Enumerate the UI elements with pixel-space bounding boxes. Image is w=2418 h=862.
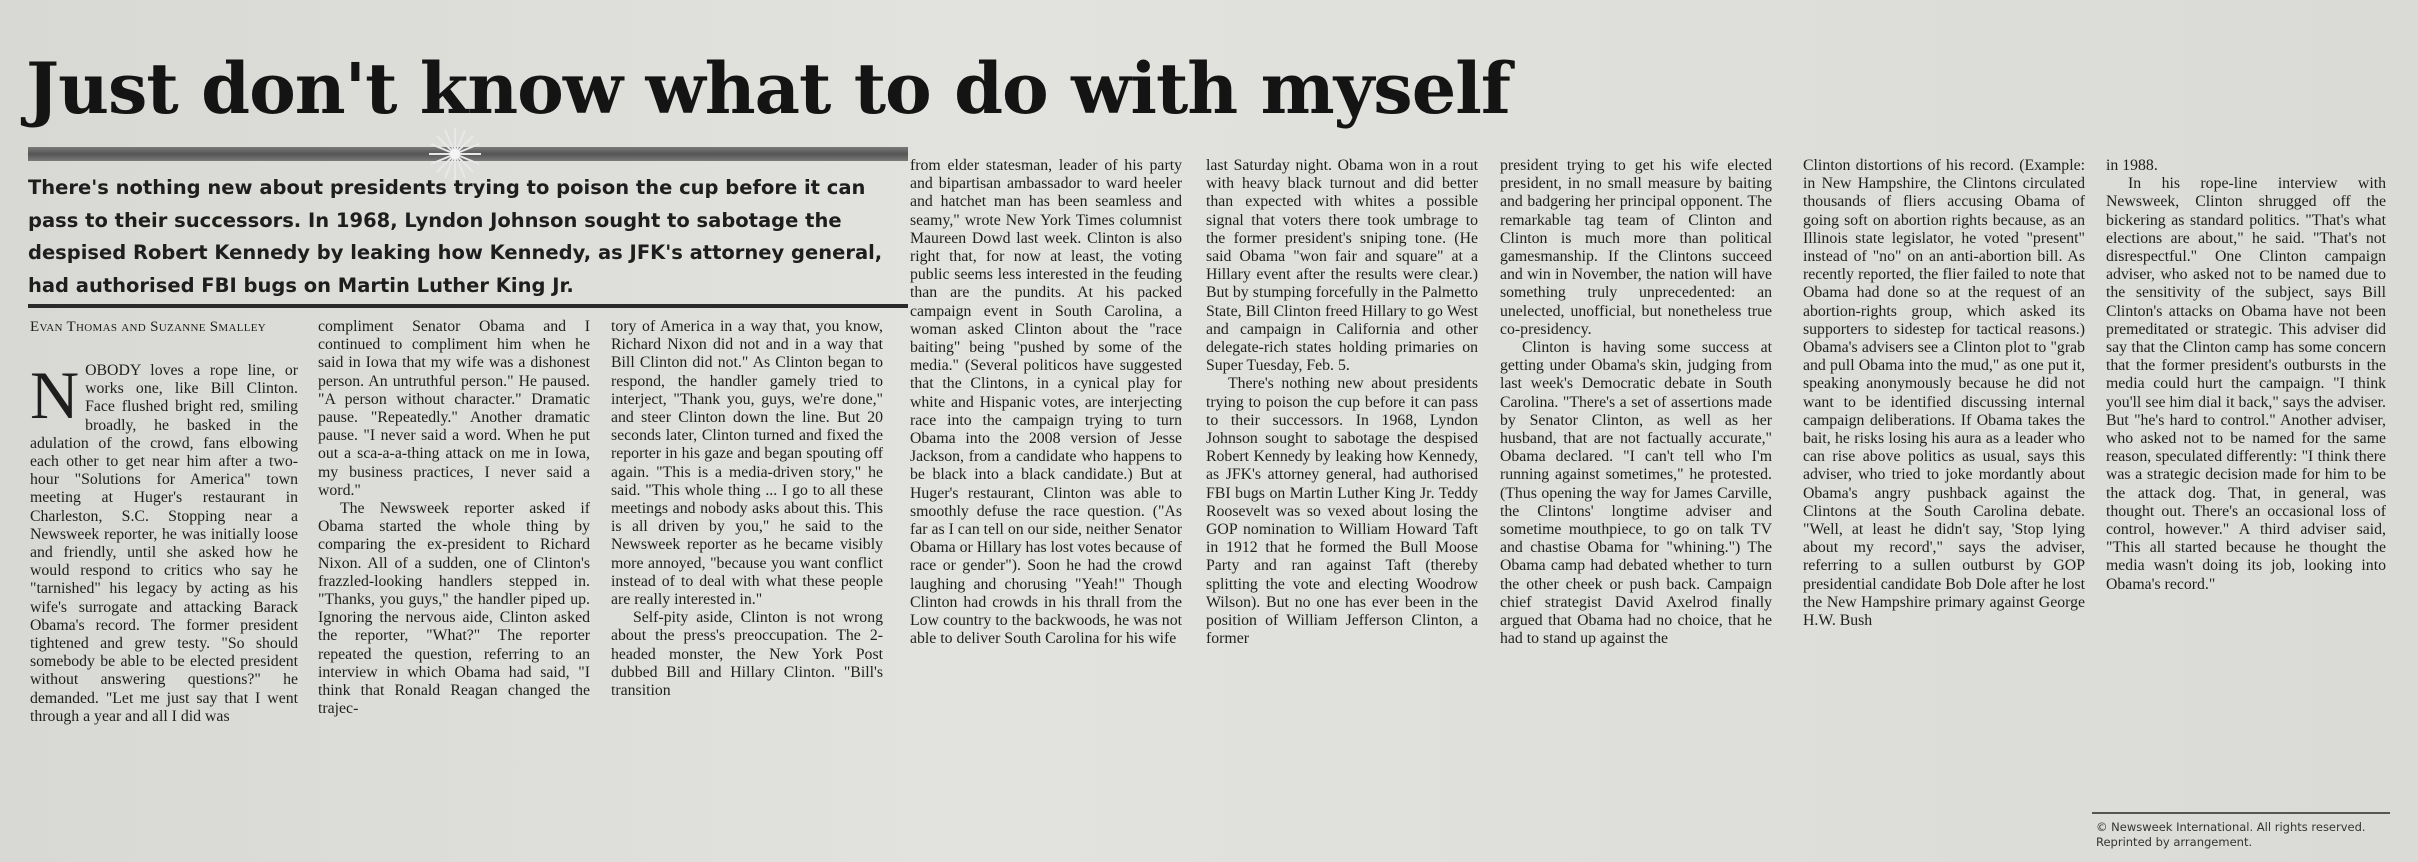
paragraph: compliment Senator Obama and I continued to compliment him when he said in Iowa that my wife was a dishonest person. An untruthful person." He paused. "A person without character." Dramatic pause. "Repeatedly." Another dramatic pause. "I never said a word. When he put out a sca-a-a-thing attack on me in Iowa, my business practices, I never said a word." <box>318 318 590 499</box>
copyright-notice: © Newsweek International. All rights reserved. Reprinted by arrangement. <box>2096 820 2366 849</box>
headline: Just don't know what to do with myself <box>26 47 1510 130</box>
paragraph: Self-pity aside, Clinton is not wrong about the press's preoccupation. The 2-headed monster, the New York Post dubbed Bill and Hillary Clinton. "Bill's transition <box>611 609 883 700</box>
paragraph: tory of America in a way that, you know, Richard Nixon did not and in a way that Bill Clinton did not." As Clinton began to respond, the handler gamely tried to interject, "Thank you, guys, we're done," and steer Clinton down the line. But 20 seconds later, Clinton turned and fixed the reporter in his gaze and began spouting off again. "This is a media-driven story," he said. "This whole thing ... I go to all these meetings and nobody asks about this. This is all driven by you," he said to the Newsweek reporter as he became visibly more annoyed, "because you want conflict instead of to deal with what these people are really interested in." <box>611 318 883 609</box>
text-column-5 <box>1206 157 1478 648</box>
drop-cap: N <box>30 357 80 433</box>
text-column-1 <box>30 357 298 726</box>
paragraph: in 1988. <box>2106 157 2158 174</box>
paragraph: In his rope-line interview with Newsweek, Clinton shrugged off the bickering as standard politics. "That's what elections are about," he said. "That's not disrespectful." One Clinton campaign adviser, who asked not to be named due to the sensitivity of the subject, says Bill Clinton's attacks on Obama have not been premeditated or strategic. This adviser did say that the Clinton camp has some concern that the former president's outbursts in the media could hurt the campaign. "I think you'll see him dial it back," says the adviser. But "he's hard to control." Another adviser, who asked not to be named for the same reason, speculated differently: "I think there was a strategic decision made for him to be the attack dog. That, in general, was thought out. There's an occasional loss of control, however." A third adviser said, "This all started because he thought the media wasn't doing its job, looking into Obama's record." <box>2106 175 2386 593</box>
paragraph: There's nothing new about presidents trying to poison the cup before it can pass to their successors. In 1968, Lyndon Johnson sought to sabotage the despised Robert Kennedy by leaking how Kennedy, as JFK's attorney general, had authorised FBI bugs on Martin Luther King Jr. Teddy Roosevelt was so vexed about losing the GOP nomination to William Howard Taft in 1912 that he formed the Bull Moose Party and ran against Taft (thereby splitting the vote and electing Woodrow Wilson). But no one has ever been in the position of William Jefferson Clinton, a former <box>1206 375 1478 648</box>
paragraph: Clinton is having some success at getting under Obama's skin, judging from last week's Democratic debate in South Carolina. "There's a set of assertions made by Senator Clinton, as well as her husband, that are not factually accurate," Obama declared. "I can't tell who I'm running against sometimes," he protested. (Thus opening the way for James Carville, the Clintons' longtime adviser and sometime mouthpiece, to go on talk TV and chastise Obama for "whining.") The Obama camp had debated whether to turn the other cheek or push back. Campaign chief strategist David Axelrod finally argued that Obama had no choice, that he had to stand up against the <box>1500 339 1772 648</box>
paragraph: Clinton distortions of his record. (Example: in New Hampshire, the Clintons circulated thousands of fliers accusing Obama of going soft on abortion rights because, as an Illinois state legislator, he voted "present" instead of "no" on an anti-abortion bill. As recently reported, the flier failed to note that Obama had done so at the request of an abortion-rights group, which asked its supporters to sidestep for tactical reasons.) Obama's advisers see a Clinton plot to "grab and pull Obama into the mud," as one put it, speaking anonymously because he did not want to be identified discussing internal campaign deliberations. If Obama takes the bait, he risks losing his aura as a leader who can rise above politics as usual, says this adviser, who tried to joke mordantly about Obama's angry pushback against the Clintons at the South Carolina debate. "Well, at least he didn't say, 'Stop lying about my record'," says the adviser, referring to a sullen outburst by GOP presidential candidate Bob Dole after he lost the New Hampshire primary against George H.W. Bush <box>1803 157 2085 630</box>
text-column-3 <box>611 318 883 700</box>
paragraph: OBODY loves a rope line, or works one, like Bill Clinton. Face flushed bright red, smiling broadly, he basked in the adulation of the crowd, fans elbowing each other to get near him after a two-hour "Solutions for America" town meeting at Huger's restaurant in Charleston, S.C. Stopping near a Newsweek reporter, he was initially loose and friendly, until she asked how he would respond to critics who say he "tarnished" his legacy by acting as his wife's surrogate and attacking Barack Obama's record. The former president tightened and grew testy. "So should somebody be able to be elected president without answering questions?" he demanded. "Let me just say that I went through a year and all I did was <box>30 362 298 725</box>
deck-subheadline: There's nothing new about presidents trying to poison the cup before it can pass to their successors. In 1968, Lyndon Johnson sought to sabotage the despised Robert Kennedy by leaking how Kennedy, as JFK's attorney general, had authorised FBI bugs on Martin Luther King Jr. <box>28 176 883 297</box>
byline: Evan Thomas and Suzanne Smalley <box>30 319 267 335</box>
paragraph: from elder statesman, leader of his party and bipartisan ambassador to ward heeler and hatchet man has been seamless and seamy," wrote New York Times columnist Maureen Dowd last week. Clinton is also right that, for now at least, the voting public seems less interested in the feuding than are the pundits. At his packed campaign event in South Carolina, a woman asked Clinton about the "race baiting" being "pushed by some of the media." (Several politicos have suggested that the Clintons, in a cynical play for white and Hispanic votes, are interjecting race into the campaign trying to turn Obama into the 2008 version of Jesse Jackson, from a candidate who happens to be black into a black candidate.) But at Huger's restaurant, Clinton was able to smoothly defuse the race question. ("As far as I can tell on our side, neither Senator Obama or Hillary has lost votes because of race or gender"). Soon he had the crowd laughing and chorusing "Yeah!" Though Clinton had crowds in his thrall from the Low country to the backwoods, he was not able to deliver South Carolina for his wife <box>910 157 1182 648</box>
text-column-7 <box>1803 157 2085 630</box>
paragraph: president trying to get his wife elected president, in no small measure by baiting and badgering her principal opponent. The remarkable tag team of Clinton and Clinton is much more than political gamesmanship. If the Clintons succeed and win in November, the nation will have something truly unprecedented: an unelected, unofficial, but nonetheless true co-presidency. <box>1500 157 1772 338</box>
footer-rule <box>2092 812 2390 814</box>
text-column-2 <box>318 318 590 718</box>
text-column-4 <box>910 157 1182 648</box>
paragraph: last Saturday night. Obama won in a rout with heavy black turnout and did better than expected with whites a possible signal that voters there took umbrage to the former president's sniping tone. (He said Obama "won fair and square" at a Hillary event after the results were clear.) But by stumping forcefully in the Palmetto State, Bill Clinton freed Hillary to go West and campaign in California and other delegate-rich states holding primaries on Super Tuesday, Feb. 5. <box>1206 157 1478 375</box>
text-column-6 <box>1500 157 1772 648</box>
text-column-8 <box>2106 157 2386 594</box>
deck-rule <box>28 304 908 308</box>
paragraph: The Newsweek reporter asked if Obama started the whole thing by comparing the ex-president to Richard Nixon. All of a sudden, one of Clinton's frazzled-looking handlers stepped in. "Thanks, you guys," the handler piped up. Ignoring the nervous aide, Clinton asked the reporter, "What?" The reporter repeated the question, referring to an interview in which Obama had said, "I think that Ronald Reagan changed the trajec- <box>318 500 590 718</box>
